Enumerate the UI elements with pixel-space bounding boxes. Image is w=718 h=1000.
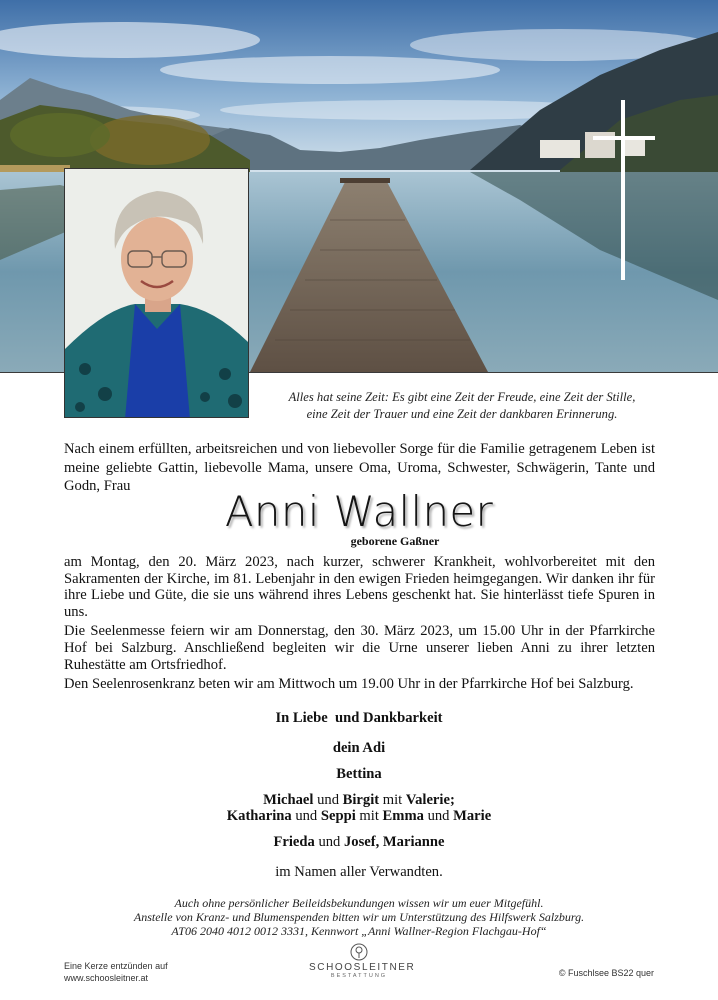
footer-note-line-1: Auch ohne persönlicher Beileidsbekundungen wissen wir um euer Mitgefühl. bbox=[174, 896, 544, 910]
mourners-heading bbox=[0, 710, 718, 727]
maiden-name: geborene Gaßner bbox=[350, 534, 440, 548]
deceased-name: Anni Wallner bbox=[224, 487, 494, 536]
paragraph-death: am Montag, den 20. März 2023, nach kurzer, schwerer Krankheit, wohlvorbereitet mit den Sakramenten der Kirche, im 81. Lebenjahr in den ewigen Frieden heimgegangen. Wir danken ihr für ihre Liebe und Güte, die sie uns während ihres Lebens geschenkt hat. Sie hinterlässt tiefe Spuren in uns. bbox=[64, 554, 655, 620]
child-name: Bettina bbox=[336, 766, 382, 782]
mourner-name: Frieda bbox=[273, 834, 315, 850]
mourner-child bbox=[0, 766, 718, 783]
portrait-photo bbox=[64, 168, 249, 418]
quote-line-1: Alles hat seine Zeit: Es gibt eine Zeit der Freude, eine Zeit der Stille, bbox=[288, 390, 636, 404]
mourner-name: Emma bbox=[382, 808, 424, 824]
mourners-closing: im Namen aller Verwandten. bbox=[275, 864, 443, 880]
mourners-line-1 bbox=[0, 792, 718, 809]
logo-subtitle: BESTATTUNG bbox=[330, 973, 388, 979]
announcement-body bbox=[64, 554, 655, 696]
connector-word: mit bbox=[359, 808, 379, 824]
connector-word: mit bbox=[382, 792, 403, 808]
connector-word: und bbox=[318, 834, 341, 850]
intro-paragraph: Nach einem erfüllten, arbeitsreichen und von liebevoller Sorge für die Familie getragenem Leben ist meine geliebte Gattin, liebevolle Mama, unsere Oma, Uroma, Schwester, Schwägerin, Tante und Godn, Frau bbox=[64, 441, 655, 495]
rose-icon bbox=[350, 943, 368, 961]
website-link[interactable]: www.schoosleitner.at bbox=[64, 973, 149, 983]
mourner-spouse bbox=[0, 740, 718, 757]
mourner-name: Seppi bbox=[320, 808, 356, 824]
quote-line-2: eine Zeit der Trauer und eine Zeit der dankbaren Erinnerung. bbox=[306, 407, 618, 421]
mourner-name: Michael bbox=[263, 792, 314, 808]
mourners-line-2 bbox=[0, 808, 718, 825]
candle-link-block[interactable] bbox=[64, 960, 168, 984]
paragraph-funeral-mass: Die Seelenmesse feiern wir am Donnerstag, den 30. März 2023, um 15.00 Uhr in der Pfarrkirche Hof bei Salzburg. Anschließend begleiten wir die Urne unserer lieben Anni zu ihrer letzten Ruhestätte am Ortsfriedhof. bbox=[64, 623, 655, 673]
footer-note-line-3: AT06 2040 4012 0012 3331, Kennwort „Anni Wallner-Region Flachgau-Hof“ bbox=[171, 924, 547, 938]
footer-note bbox=[100, 896, 618, 938]
mourner-name: Marie bbox=[453, 808, 492, 824]
mourner-name: Valerie; bbox=[405, 792, 455, 808]
mourner-name: Birgit bbox=[342, 792, 380, 808]
mourners-line-3 bbox=[0, 834, 718, 851]
connector-word: und bbox=[427, 808, 450, 824]
company-logo bbox=[309, 943, 416, 979]
spouse-name: dein Adi bbox=[332, 740, 386, 756]
memorial-quote bbox=[252, 389, 672, 423]
mourner-name: Katharina bbox=[226, 808, 292, 824]
candle-text: Eine Kerze entzünden auf bbox=[64, 961, 168, 971]
mourner-name: Josef, Marianne bbox=[344, 834, 445, 850]
connector-word: und bbox=[317, 792, 339, 808]
connector-word: und bbox=[295, 808, 318, 824]
paragraph-rosary: Den Seelenrosenkranz beten wir am Mittwoch um 19.00 Uhr in der Pfarrkirche Hof bei Salzburg. bbox=[64, 676, 634, 693]
footer-note-line-2: Anstelle von Kranz- und Blumenspenden bitten wir um Unterstützung des Hilfswerk Salzburg. bbox=[133, 910, 585, 924]
logo-name: SCHOOSLEITNER bbox=[309, 962, 416, 973]
heading-text: In Liebe und Dankbarkeit bbox=[275, 710, 443, 726]
copyright-note: © Fuschlsee BS22 quer bbox=[558, 968, 654, 978]
